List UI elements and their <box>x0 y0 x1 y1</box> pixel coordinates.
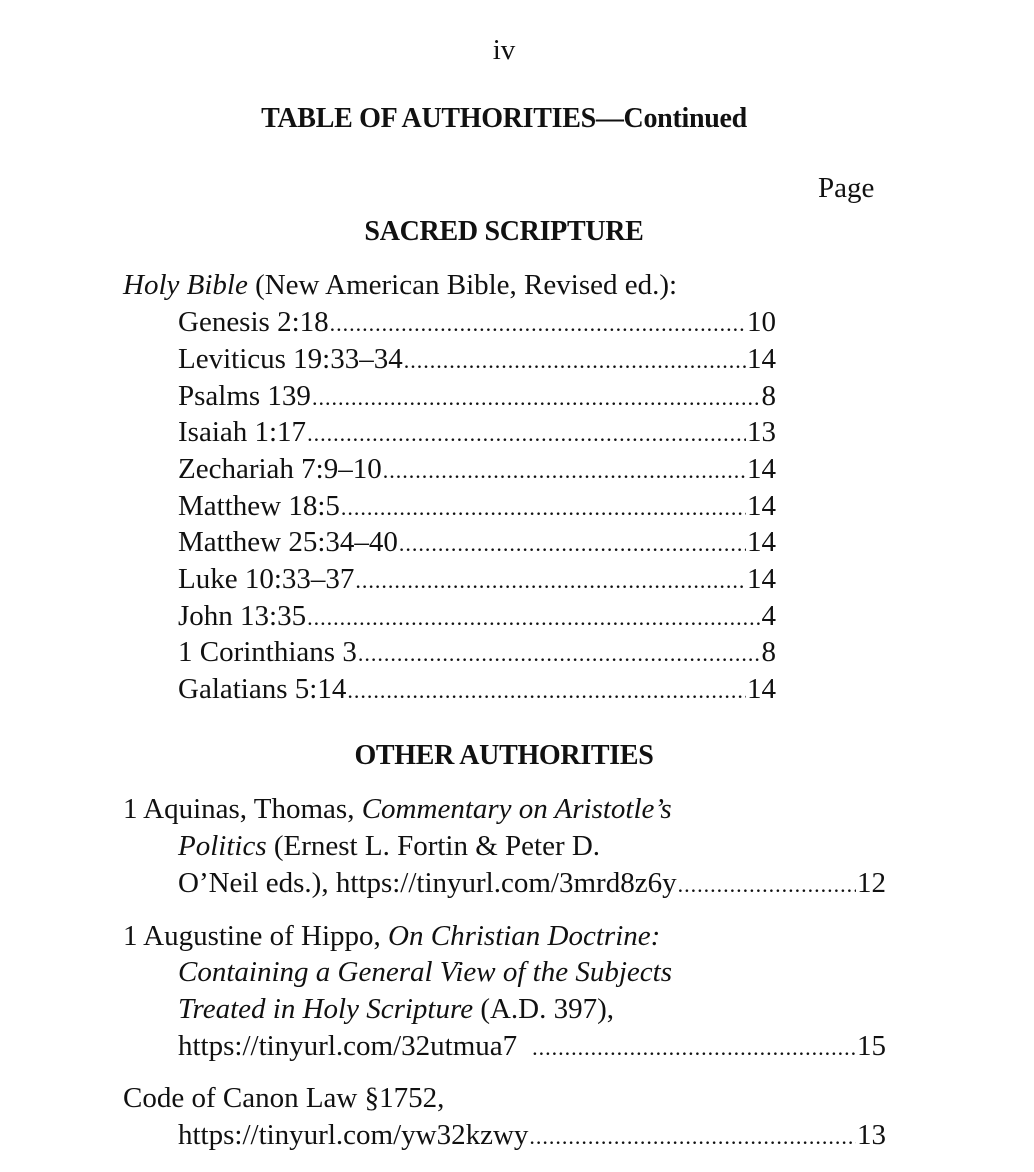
page-ref: 8 <box>761 636 776 668</box>
dot-leader <box>330 306 746 342</box>
scripture-entry <box>178 671 776 709</box>
citation: Leviticus 19:33–34 <box>178 343 403 375</box>
dot-leader <box>529 1119 856 1155</box>
scripture-entry <box>178 488 776 526</box>
scripture-entry <box>178 598 776 636</box>
citation: Isaiah 1:17 <box>178 416 307 448</box>
source-edition: (New American Bible, Revised ed.): <box>247 269 678 301</box>
url-text: O’Neil eds.), https://tinyurl.com/3mrd8z6y <box>178 867 677 899</box>
page-ref: 4 <box>761 600 776 632</box>
entry-line <box>123 791 672 827</box>
citation: Matthew 25:34–40 <box>178 526 398 558</box>
work-title: On Christian Doctrine: <box>388 920 661 952</box>
work-title: Treated in Holy Scripture <box>178 993 474 1025</box>
section-heading-other-authorities: OTHER AUTHORITIES <box>354 740 654 771</box>
page-number: iv <box>492 34 516 66</box>
scripture-entry <box>178 304 776 342</box>
dot-leader <box>383 453 746 489</box>
citation: 1 Corinthians 3 <box>178 636 357 668</box>
dot-leader <box>307 600 760 636</box>
source-title: Holy Bible <box>123 269 248 301</box>
url-text: https://tinyurl.com/yw32kzwy <box>178 1119 529 1151</box>
dot-leader <box>532 1030 856 1066</box>
dot-leader <box>307 416 746 452</box>
entry-line <box>178 991 614 1027</box>
page-ref: 14 <box>747 343 776 375</box>
url-text: https://tinyurl.com/32utmua7 <box>178 1030 518 1062</box>
citation: Psalms 139 <box>178 380 311 412</box>
scripture-entry <box>178 634 776 672</box>
section-heading-sacred-scripture: SACRED SCRIPTURE <box>364 216 644 247</box>
entry-line-with-page <box>178 1028 886 1066</box>
editors: (Ernest L. Fortin & Peter D. <box>266 830 601 862</box>
page-ref: 14 <box>747 563 776 595</box>
dot-leader <box>404 343 746 379</box>
scripture-entry <box>178 341 776 379</box>
page-ref: 14 <box>747 453 776 485</box>
page-ref: 14 <box>747 673 776 705</box>
dot-leader <box>355 563 746 599</box>
page-ref: 14 <box>747 526 776 558</box>
date: (A.D. 397), <box>473 993 615 1025</box>
dot-leader <box>399 526 746 562</box>
scripture-entry <box>178 524 776 562</box>
page-ref: 13 <box>747 416 776 448</box>
page-ref: 12 <box>857 867 886 899</box>
work-title: Code of Canon Law §1752, <box>123 1082 445 1114</box>
entry-line <box>178 954 672 990</box>
scripture-entry <box>178 378 776 416</box>
citation: Genesis 2:18 <box>178 306 329 338</box>
dot-leader <box>358 636 761 672</box>
dot-leader <box>312 380 761 416</box>
author: 1 Aquinas, Thomas, <box>123 793 362 825</box>
scripture-source <box>123 267 677 303</box>
citation: Galatians 5:14 <box>178 673 347 705</box>
dot-leader <box>347 673 746 709</box>
author: 1 Augustine of Hippo, <box>123 920 389 952</box>
page-ref: 14 <box>747 490 776 522</box>
entry-line <box>178 828 600 864</box>
entry-line-with-page <box>178 865 886 903</box>
dot-leader <box>341 490 746 526</box>
citation: John 13:35 <box>178 600 307 632</box>
page-ref: 13 <box>857 1119 886 1151</box>
work-title: Containing a General View of the Subjects <box>178 956 673 988</box>
page-ref: 15 <box>857 1030 886 1062</box>
scripture-entry <box>178 451 776 489</box>
scripture-entry <box>178 414 776 452</box>
work-title: Politics <box>178 830 267 862</box>
page-ref: 8 <box>761 380 776 412</box>
page-ref: 10 <box>747 306 776 338</box>
dot-leader <box>678 867 856 903</box>
citation: Matthew 18:5 <box>178 490 340 522</box>
citation: Luke 10:33–37 <box>178 563 355 595</box>
work-title: Commentary on Aristotle’s <box>361 793 672 825</box>
entry-line <box>123 1080 444 1116</box>
page-title: TABLE OF AUTHORITIES—Continued <box>261 103 747 134</box>
page-column-label: Page <box>818 172 875 204</box>
citation: Zechariah 7:9–10 <box>178 453 382 485</box>
entry-line <box>123 918 660 954</box>
scripture-entry <box>178 561 776 599</box>
entry-line-with-page <box>178 1117 886 1155</box>
